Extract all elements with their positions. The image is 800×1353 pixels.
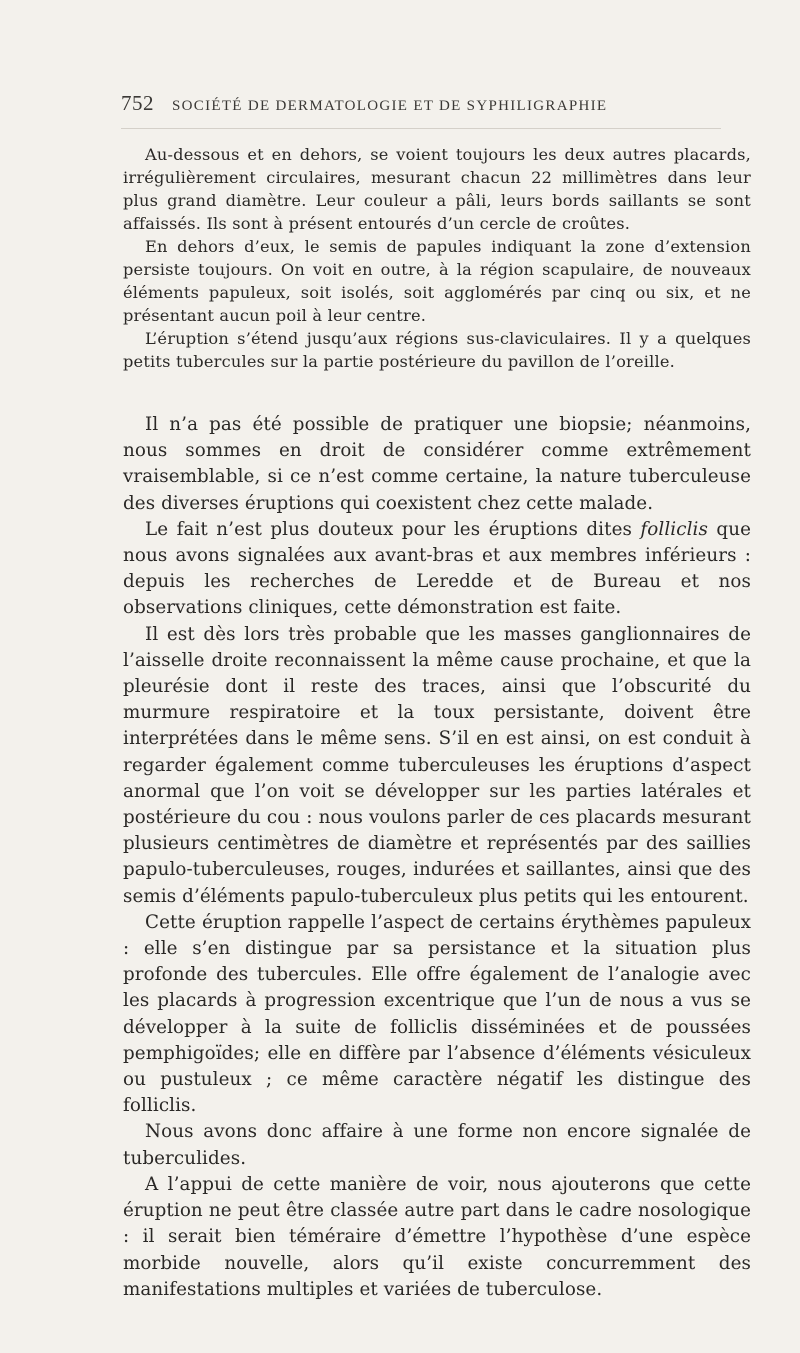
discussion-paragraph: A l’appui de cette manière de voir, nous ajouterons que cette éruption ne peut être classée autre part dans le cadre nosologique : il serait bien téméraire d’émettre l’hypothèse d’une espèce morbide nouvelle, alors qu’il existe concurremment des manifestations multiples et variées de tuberculose. (123, 1173, 751, 1300)
paragraph-text: que nous avons signalées aux avant-bras et aux membres inférieurs : depuis les recherches de Leredde et de Bureau et nos observations cliniques, cette démonstration est faite. (123, 518, 751, 619)
page-header (121, 91, 701, 116)
page-number: 752 (121, 91, 154, 115)
running-head: SOCIÉTÉ DE DERMATOLOGIE ET DE SYPHILIGRAPHIE (172, 98, 608, 114)
observation-paragraph: En dehors d’eux, le semis de papules indiquant la zone d’extension persiste toujours. On voit en outre, à la région scapulaire, de nouveaux éléments papuleux, soit isolés, soit agglomérés par cinq ou six, et ne présentant aucun poil à leur centre. (123, 237, 751, 325)
discussion-block (123, 412, 751, 1303)
discussion-paragraph: Nous avons donc affaire à une forme non encore signalée de tuberculides. (123, 1121, 751, 1169)
paragraph-text: Le fait n’est plus douteux pour les éruptions dites (145, 518, 641, 540)
italic-term: folliclis (640, 518, 708, 540)
discussion-paragraph: Cette éruption rappelle l’aspect de certains érythèmes papuleux : elle s’en distingue par sa persistance et la situation plus profonde des tubercules. Elle offre également de l’analogie avec les placards à progression excentrique que l’un de nous a vus se développer à la suite de folliclis disséminées et de poussées pemphigoïdes; elle en diffère par l’absence d’éléments vésiculeux ou pustuleux ; ce même caractère négatif les distingue des folliclis. (123, 911, 751, 1117)
observation-paragraph: Au-dessous et en dehors, se voient toujours les deux autres placards, irrégulièrement circulaires, mesurant chacun 22 millimètres dans leur plus grand diamètre. Leur couleur a pâli, leurs bords saillants se sont affaissés. Ils sont à présent entourés d’un cercle de croûtes. (123, 145, 751, 233)
discussion-paragraph: Il n’a pas été possible de pratiquer une biopsie; néanmoins, nous sommes en droit de considérer comme extrêmement vraisemblable, si ce n’est comme certaine, la nature tuberculeuse des diverses éruptions qui coexistent chez cette malade. (123, 414, 751, 514)
observation-paragraph: L’éruption s’étend jusqu’aux régions sus-claviculaires. Il y a quelques petits tubercules sur la partie postérieure du pavillon de l’oreille. (123, 329, 751, 371)
header-rule (121, 128, 721, 129)
discussion-paragraph (123, 517, 751, 622)
discussion-paragraph: Il est dès lors très probable que les masses ganglionnaires de l’aisselle droite reconnaissent la même cause prochaine, et que la pleurésie dont il reste des traces, ainsi que l’obscurité du murmure respiratoire et la toux persistante, doivent être interprétées dans le même sens. S’il en est ainsi, on est conduit à regarder également comme tuberculeuses les éruptions d’aspect anormal que l’on voit se développer sur les parties latérales et postérieure du cou : nous voulons parler de ces placards mesurant plusieurs centimètres de diamètre et représentés par des saillies papulo-tuberculeuses, rouges, indurées et saillantes, ainsi que des semis d’éléments papulo-tuberculeux plus petits qui les entourent. (123, 623, 751, 907)
case-observation-block (123, 143, 751, 373)
